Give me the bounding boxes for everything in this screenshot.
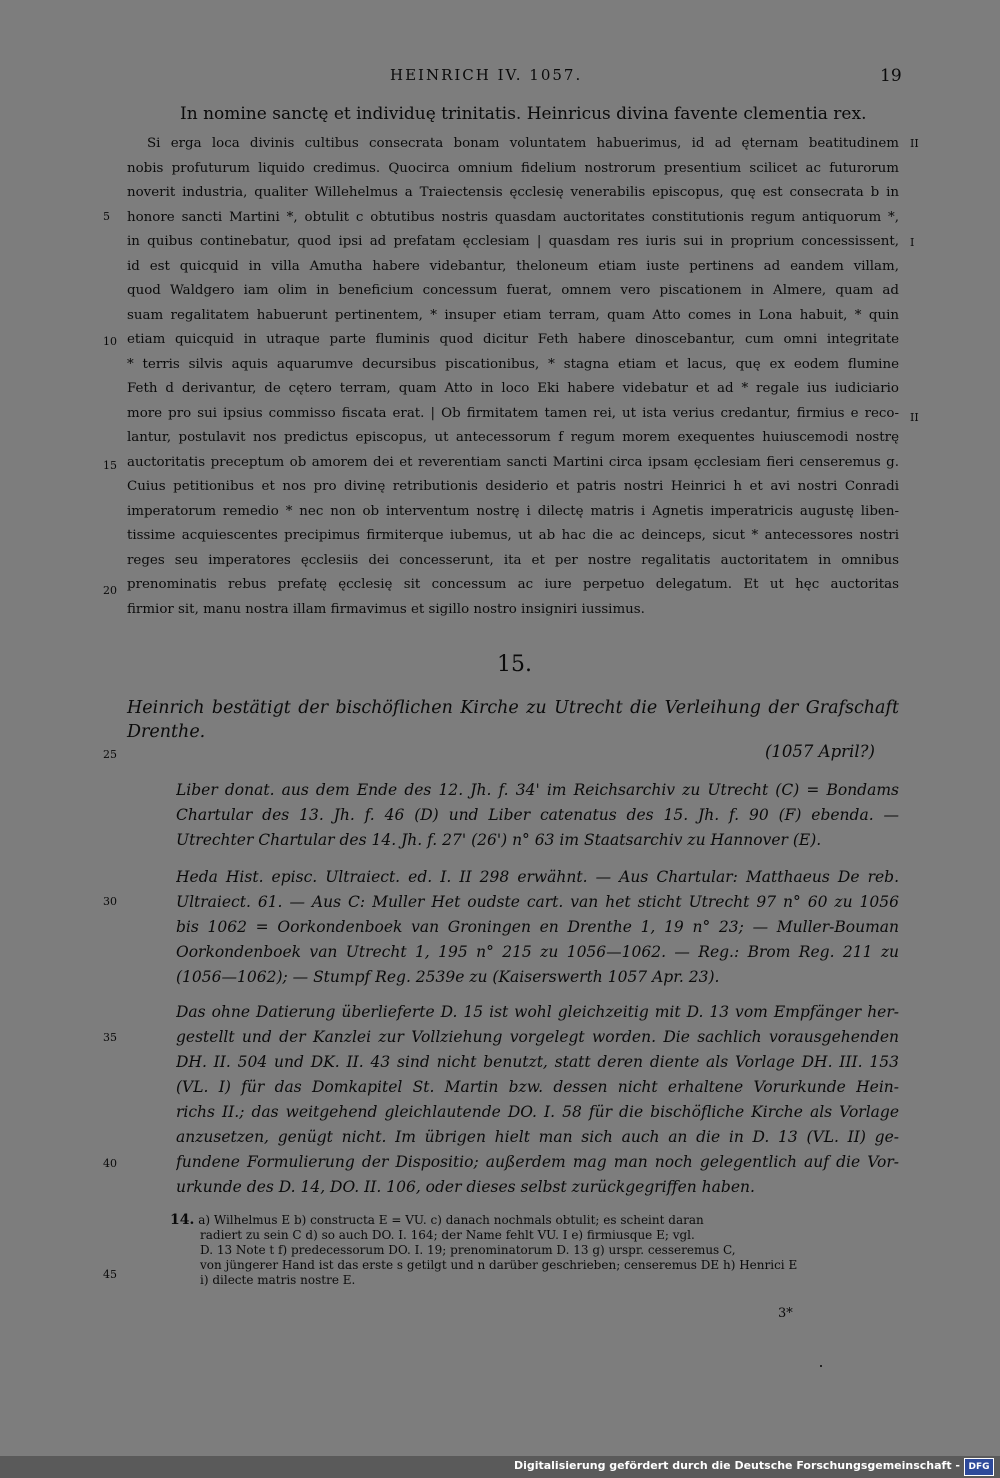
edition-paragraph: [176, 865, 899, 990]
text-line: noverit industria, qualiter Willehelmus a Traiectensis ęcclesię venerabilis episcopus, quę est consecrata b in: [127, 185, 899, 200]
speck: [820, 1365, 822, 1367]
text-line: more pro sui ipsius commisso fiscata erat. | Ob firmitatem tamen rei, ut ista verius credantur, firmius e reco-: [127, 405, 899, 421]
page-number: 19: [880, 66, 902, 86]
line-number: 30: [103, 895, 117, 908]
text-line: lantur, postulavit nos predictus episcopus, ut antecessorum f regum morem exequentes huiuscemodi nostrę: [127, 430, 899, 445]
regest-line: Heinrich bestätigt der bischöflichen Kirche zu Utrecht die Verleihung der Grafschaft: [127, 698, 899, 718]
note-line: [170, 1213, 895, 1228]
text-line: etiam quicquid in utraque parte fluminis quod dicitur Feth habere dinoscebantur, cum omni integritate: [127, 332, 899, 347]
sheet-signature: 3*: [778, 1306, 793, 1321]
para-line: richs II.; das weitgehend gleichlautende DO. I. 58 für die bischöfliche Kirche als Vorlage: [176, 1103, 899, 1121]
line-number: 15: [103, 459, 117, 472]
text-line: prenominatis rebus prefatę ęcclesię sit concessum ac iure perpetuo delegatum. Et ut hęc auctoritas: [127, 577, 899, 592]
text-line: Feth d derivantur, de cętero terram, quam Atto in loco Eki habere videbatur et ad * regale ius iudiciario: [127, 381, 899, 396]
line-number: 35: [103, 1031, 117, 1044]
footnote-text: a) Wilhelmus E b) constructa E = VU. c) danach nochmals obtulit; es scheint daran: [198, 1213, 704, 1227]
para-line: Utrechter Chartular des 14. Jh. f. 27' (26') n° 63 im Staatsarchiv zu Hannover (E).: [176, 831, 822, 849]
text-line: auctoritatis preceptum ob amorem dei et reverentiam sancti Martini circa ipsam ęcclesiam fieri censeremus g.: [127, 454, 899, 470]
para-line: Das ohne Datierung überlieferte D. 15 ist wohl gleichzeitig mit D. 13 vom Empfänger her-: [176, 1003, 899, 1021]
para-line: bis 1062 = Oorkondenboek van Groningen en Drenthe 1, 19 n° 23; — Muller-Bouman: [176, 918, 899, 936]
note-line: i) dilecte matris nostre E.: [200, 1273, 356, 1287]
para-line: DH. II. 504 und DK. II. 43 sind nicht benutzt, statt deren diente als Vorlage DH. III. 153: [176, 1053, 899, 1071]
regest-line: Drenthe.: [127, 722, 206, 742]
note-line: D. 13 Note t f) predecessorum DO. I. 19; prenominatorum D. 13 g) urspr. cesseremus C,: [200, 1243, 736, 1257]
para-line: Ultraiect. 61. — Aus C: Muller Het oudste cart. van het sticht Utrecht 97 n° 60 zu 1056: [176, 893, 899, 911]
para-line: fundene Formulierung der Dispositio; außerdem mag man noch gelegentlich auf die Vor-: [176, 1153, 899, 1171]
commentary-paragraph: [176, 1000, 899, 1200]
margin-mark: II: [910, 137, 919, 150]
text-line: Cuius petitionibus et nos pro divinę retributionis desiderio et patris nostri Heinrici h et avi nostri Conradi: [127, 479, 899, 494]
footnotes: [170, 1213, 895, 1288]
note-line: von jüngerer Hand ist das erste s getilgt und n darüber geschrieben; censeremus DE h) Henrici E: [200, 1258, 798, 1272]
tradition-paragraph: [176, 778, 899, 853]
text-line: reges seu imperatores ęcclesiis dei concesserunt, ita et per nostre regalitatis auctoritatem in omnibus: [127, 552, 899, 568]
para-line: Liber donat. aus dem Ende des 12. Jh. f. 34' im Reichsarchiv zu Utrecht (C) = Bondams: [176, 781, 899, 799]
text-line: imperatorum remedio * nec non ob interventum nostrę i dilectę matris i Agnetis imperatricis augustę liben-: [127, 503, 899, 519]
text-line: * terris silvis aquis aquarumve decursibus piscationibus, * stagna etiam et lacus, quę ex eodem flumine: [127, 356, 899, 372]
note-line: radiert zu sein C d) so auch DO. I. 164; der Name fehlt VU. I e) firmiusque E; vgl.: [200, 1228, 695, 1242]
para-line: gestellt und der Kanzlei zur Vollziehung vorgelegt worden. Die sachlich vorausgehenden: [176, 1028, 899, 1046]
charter-text: [127, 132, 899, 622]
para-line: (1056—1062); — Stumpf Reg. 2539e zu (Kaiserswerth 1057 Apr. 23).: [176, 968, 720, 986]
para-line: urkunde des D. 14, DO. II. 106, oder dieses selbst zurückgegriffen haben.: [176, 1178, 755, 1196]
text-line: firmior sit, manu nostra illam firmavimus et sigillo nostro insigniri iussimus.: [127, 601, 645, 617]
line-number: 40: [103, 1157, 117, 1170]
text-line: suam regalitatem habuerunt pertinentem, * insuper etiam terram, quam Atto comes in Lona habuit, * quin: [127, 307, 899, 323]
document-number: 15.: [497, 652, 532, 677]
regest: [127, 696, 899, 744]
text-line: honore sancti Martini *, obtulit c obtutibus nostris quasdam auctoritates constitutionis regum antiquorum *,: [127, 209, 899, 225]
dating: (1057 April?): [765, 742, 875, 761]
text-line: quod Waldgero iam olim in beneficium concessum fuerat, omnem vero piscationem in Almere, quam ad: [127, 283, 899, 298]
line-number: 45: [103, 1268, 117, 1281]
text-line: Si erga loca divinis cultibus consecrata bonam voluntatem habuerimus, id ad ęternam beatitudinem: [147, 136, 899, 151]
running-header: HEINRICH IV. 1057.: [390, 66, 583, 84]
line-number: 10: [103, 335, 117, 348]
para-line: Chartular des 13. Jh. f. 46 (D) und Liber catenatus des 15. Jh. f. 90 (F) ebenda. —: [176, 806, 899, 824]
line-number: 25: [103, 748, 117, 761]
dfg-logo-icon[interactable]: DFG: [964, 1458, 994, 1476]
para-line: Heda Hist. episc. Ultraiect. ed. I. II 298 erwähnt. — Aus Chartular: Matthaeus De reb.: [176, 868, 899, 886]
footer-credit: Digitalisierung gefördert durch die Deutsche Forschungsgemeinschaft -: [513, 1459, 960, 1472]
invocatio: In nomine sanctę et individuę trinitatis. Heinricus divina favente clementia rex.: [180, 104, 867, 124]
para-line: anzusetzen, genügt nicht. Im übrigen hielt man sich auch an die in D. 13 (VL. II) ge-: [176, 1128, 899, 1146]
line-number: 20: [103, 584, 117, 597]
text-line: tissime acquiescentes precipimus firmiterque iubemus, ut ab hac die ac deinceps, sicut * antecessores nostri: [127, 528, 899, 543]
para-line: (VL. I) für das Domkapitel St. Martin bzw. dessen nicht erhaltene Vorurkunde Hein-: [176, 1078, 899, 1096]
margin-mark: II: [910, 411, 919, 424]
text-line: in quibus continebatur, quod ipsi ad prefatam ęcclesiam | quasdam res iuris sui in proprium concessissent,: [127, 234, 899, 249]
para-line: Oorkondenboek van Utrecht 1, 195 n° 215 zu 1056—1062. — Reg.: Brom Reg. 211 zu: [176, 943, 899, 961]
line-number: 5: [103, 210, 110, 223]
text-line: nobis profuturum liquido credimus. Quocirca omnium fidelium nostrorum presentium scilicet ac futurorum: [127, 160, 899, 176]
footer-bar: [0, 1456, 1000, 1478]
footnote-number: 14.: [170, 1213, 195, 1228]
margin-mark: I: [910, 236, 915, 249]
text-line: id est quicquid in villa Amutha habere videbantur, theloneum etiam iuste pertinens ad eandem villam,: [127, 258, 899, 274]
